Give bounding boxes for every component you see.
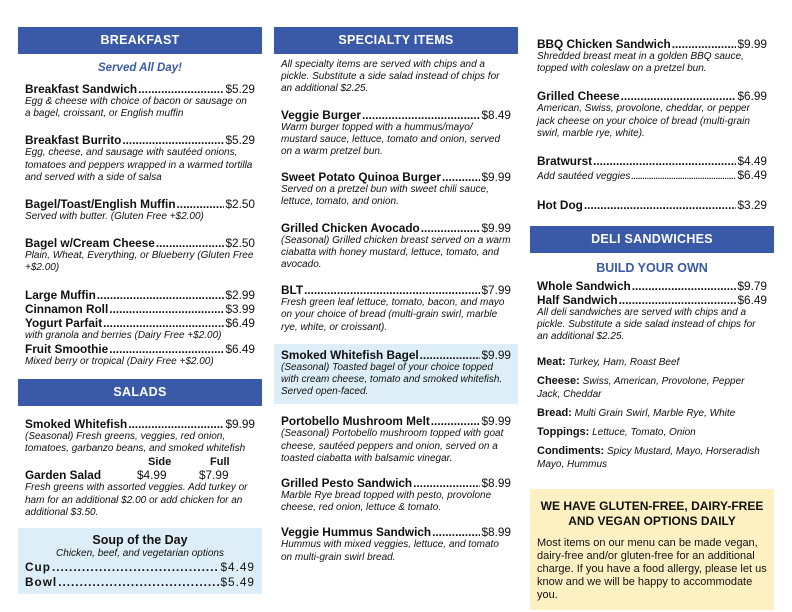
menu-item <box>25 468 255 519</box>
menu-item <box>25 197 255 223</box>
bowl-price: $5.49 <box>220 575 255 590</box>
addon-price: $6.49 <box>737 168 767 183</box>
item-desc: (Seasonal) Portobello mushroom topped with goat cheese, sautéed peppers and onion, served on a toasted ciabatta with balsamic vinegar. <box>281 428 504 464</box>
soup-box <box>18 528 262 594</box>
menu-item <box>25 236 255 274</box>
item-desc: (Seasonal) Toasted bagel of your choice topped with cream cheese, tomato and smoked whitefish. Served open-faced. <box>281 361 503 398</box>
item-name: Fruit Smoothie <box>25 341 109 356</box>
menu-item <box>25 316 255 342</box>
item-price: $9.99 <box>737 37 767 51</box>
menu-item <box>281 170 511 208</box>
item-name: BLT <box>281 283 304 298</box>
item-desc: American, Swiss, provolone, cheddar, or pepper jack cheese on your choice of bread (multi-grain swirl, marble rye, white). <box>537 103 750 139</box>
side-price: $4.99 <box>137 468 167 483</box>
full-label: Full <box>210 456 230 469</box>
item-price: $2.50 <box>225 197 255 212</box>
deli-banner: DELI SANDWICHES <box>530 226 774 253</box>
item-name: Breakfast Sandwich <box>25 82 138 96</box>
item-desc: Warm burger topped with a hummus/mayo/ mustard sauce, lettuce, tomato and onion, served on a warm pretzel bun. <box>281 121 501 158</box>
item-name: Veggie Burger <box>281 107 361 122</box>
menu-item <box>25 417 255 455</box>
column-breakfast-salads <box>18 27 262 594</box>
item-price: $5.29 <box>225 133 255 148</box>
whole-price: $9.79 <box>737 279 767 294</box>
item-desc: (Seasonal) Fresh greens, veggies, red onion, tomatoes, garbanzo beans, and smoked whitefish <box>25 431 246 455</box>
item-name: Large Muffin <box>25 287 96 302</box>
item-price: $6.99 <box>737 89 767 104</box>
half-price: $6.49 <box>737 293 767 308</box>
item-price: $2.99 <box>225 287 255 302</box>
breakfast-subtitle: Served All Day! <box>98 62 182 74</box>
item-name: Bagel w/Cream Cheese <box>25 236 155 251</box>
item-price: $4.49 <box>737 154 767 169</box>
menu-item <box>25 302 255 316</box>
full-price: $7.99 <box>199 468 229 483</box>
item-price: $3.29 <box>737 198 767 213</box>
item-name: Bratwurst <box>537 154 593 169</box>
highlight-item <box>274 344 518 405</box>
deli-cheese: Cheese: Swiss, American, Provolone, Pepper Jack, Cheddar <box>537 374 745 400</box>
item-price: $8.49 <box>481 107 511 122</box>
menu-item <box>25 288 255 302</box>
item-desc: Shredded breast meat in a golden BBQ sauce, topped with coleslaw on a pretzel bun. <box>537 51 744 75</box>
cup-price: $4.49 <box>220 560 255 575</box>
item-price: $5.29 <box>225 82 255 96</box>
deli-toppings: Toppings: Lettuce, Tomato, Onion <box>537 425 696 438</box>
menu-item <box>537 89 767 140</box>
deli-bread: Bread: Multi Grain Swirl, Marble Rye, White <box>537 406 736 419</box>
side-label: Side <box>148 456 172 469</box>
item-name: Bagel/Toast/English Muffin <box>25 197 176 212</box>
item-name: BBQ Chicken Sandwich <box>537 37 671 51</box>
deli-intro: All deli sandwiches are served with chips and a pickle. Substitute a side salad instead of chips for an additional $2.25. <box>537 307 756 343</box>
salads-banner: SALADS <box>18 379 262 406</box>
deli-subtitle: BUILD YOUR OWN <box>596 261 708 276</box>
item-name: Smoked Whitefish Bagel <box>281 347 419 362</box>
item-price: $8.99 <box>481 525 511 540</box>
item-name: Grilled Cheese <box>537 89 620 104</box>
column-specialty <box>274 27 518 564</box>
item-name: Yogurt Parfait <box>25 315 103 330</box>
whole-name: Whole Sandwich <box>537 279 631 294</box>
bowl-label: Bowl <box>25 575 58 590</box>
item-desc: (Seasonal) Grilled chicken breast served on a warm ciabatta with honey mustard, lettuce, tomato, and avocado. <box>281 234 511 271</box>
item-price: $6.49 <box>225 315 255 330</box>
item-price: $3.99 <box>225 301 255 316</box>
item-price: $6.49 <box>225 341 255 356</box>
item-price: $9.99 <box>481 414 511 429</box>
deli-meat: Meat: Turkey, Ham, Roast Beef <box>537 355 680 368</box>
item-price: $7.99 <box>481 283 511 298</box>
item-name: Garden Salad <box>25 468 102 483</box>
soup-desc: Chicken, beef, and vegetarian options <box>56 548 224 560</box>
item-desc: Egg & cheese with choice of bacon or sausage on a bagel, croissant, or English muffin <box>25 96 247 120</box>
cup-label: Cup <box>25 560 51 575</box>
item-desc: Marble Rye bread topped with pesto, provolone cheese, red onion, lettuce & tomato. <box>281 490 492 514</box>
deli-condiments: Condiments: Spicy Mustard, Mayo, Horseradish Mayo, Hummus <box>537 444 760 470</box>
menu-item <box>537 154 767 184</box>
item-price: $2.50 <box>225 236 255 251</box>
specialty-intro: All specialty items are served with chips and a pickle. Substitute a side salad instead of chips for an additional $2.25. <box>281 59 500 95</box>
menu-item <box>537 37 767 75</box>
breakfast-banner: BREAKFAST <box>18 27 262 54</box>
menu-item <box>25 82 255 120</box>
column-sandwiches <box>530 37 774 610</box>
item-price: $8.99 <box>481 476 511 491</box>
item-price: $9.99 <box>481 347 511 362</box>
item-name: Grilled Pesto Sandwich <box>281 476 413 491</box>
item-desc: Served on a pretzel bun with sweet chili sauce, lettuce, tomato, and onion. <box>281 184 489 208</box>
menu-item <box>281 414 511 465</box>
item-desc: Served with butter. (Gluten Free +$2.00) <box>25 211 204 223</box>
item-name: Sweet Potato Quinoa Burger <box>281 170 441 185</box>
dietary-text: Most items on our menu can be made vegan, dairy-free and/or gluten-free for an additional charge. If you have a food allergy, please let us know and we will be happy to accommodate you. <box>537 536 767 601</box>
menu-item <box>281 108 511 159</box>
item-name: Grilled Chicken Avocado <box>281 220 420 235</box>
item-name: Veggie Hummus Sandwich <box>281 525 432 540</box>
menu-item <box>281 476 511 514</box>
half-name: Half Sandwich <box>537 293 618 308</box>
dietary-title: WE HAVE GLUTEN-FREE, DAIRY-FREE AND VEGAN OPTIONS DAILY <box>540 498 764 528</box>
item-name: Breakfast Burrito <box>25 133 122 148</box>
item-desc: with granola and berries (Dairy Free +$2.00) <box>25 329 222 341</box>
addon-label: Add sautéed veggies <box>537 171 631 183</box>
specialty-banner: SPECIALTY ITEMS <box>274 27 518 54</box>
item-desc: Plain, Wheat, Everything, or Blueberry (Gluten Free +$2.00) <box>25 250 254 274</box>
item-desc: Mixed berry or tropical (Dairy Free +$2.00) <box>25 355 214 367</box>
menu-item <box>537 198 767 212</box>
menu-item <box>25 342 255 368</box>
item-desc: Fresh green leaf lettuce, tomato, bacon, and mayo on your choice of bread (multi-grain swirl, marble rye, white, or croissant). <box>281 297 505 333</box>
item-price: $9.99 <box>481 170 511 185</box>
item-name: Smoked Whitefish <box>25 417 128 432</box>
dietary-options-box <box>530 489 774 610</box>
menu-item <box>25 133 255 184</box>
item-desc: Fresh greens with assorted veggies. Add turkey or ham for an additional $2.00 or add chicken for an additional $3.50. <box>25 482 248 518</box>
menu-item <box>281 525 511 563</box>
item-price: $9.99 <box>481 220 511 235</box>
soup-title: Soup of the Day <box>92 533 188 548</box>
item-name: Cinnamon Roll <box>25 301 109 316</box>
item-desc: Egg, cheese, and sausage with sautéed onions, tomatoes and peppers wrapped in a warmed tortilla and served with a side of salsa <box>25 147 253 183</box>
item-name: Hot Dog <box>537 198 583 213</box>
item-desc: Hummus with mixed veggies, lettuce, and tomato on multi-grain swirl bread. <box>281 539 499 563</box>
item-price: $9.99 <box>225 417 255 432</box>
menu-item <box>281 283 511 334</box>
item-name: Portobello Mushroom Melt <box>281 414 430 429</box>
side-full-header <box>25 456 255 468</box>
menu-item <box>281 221 511 272</box>
